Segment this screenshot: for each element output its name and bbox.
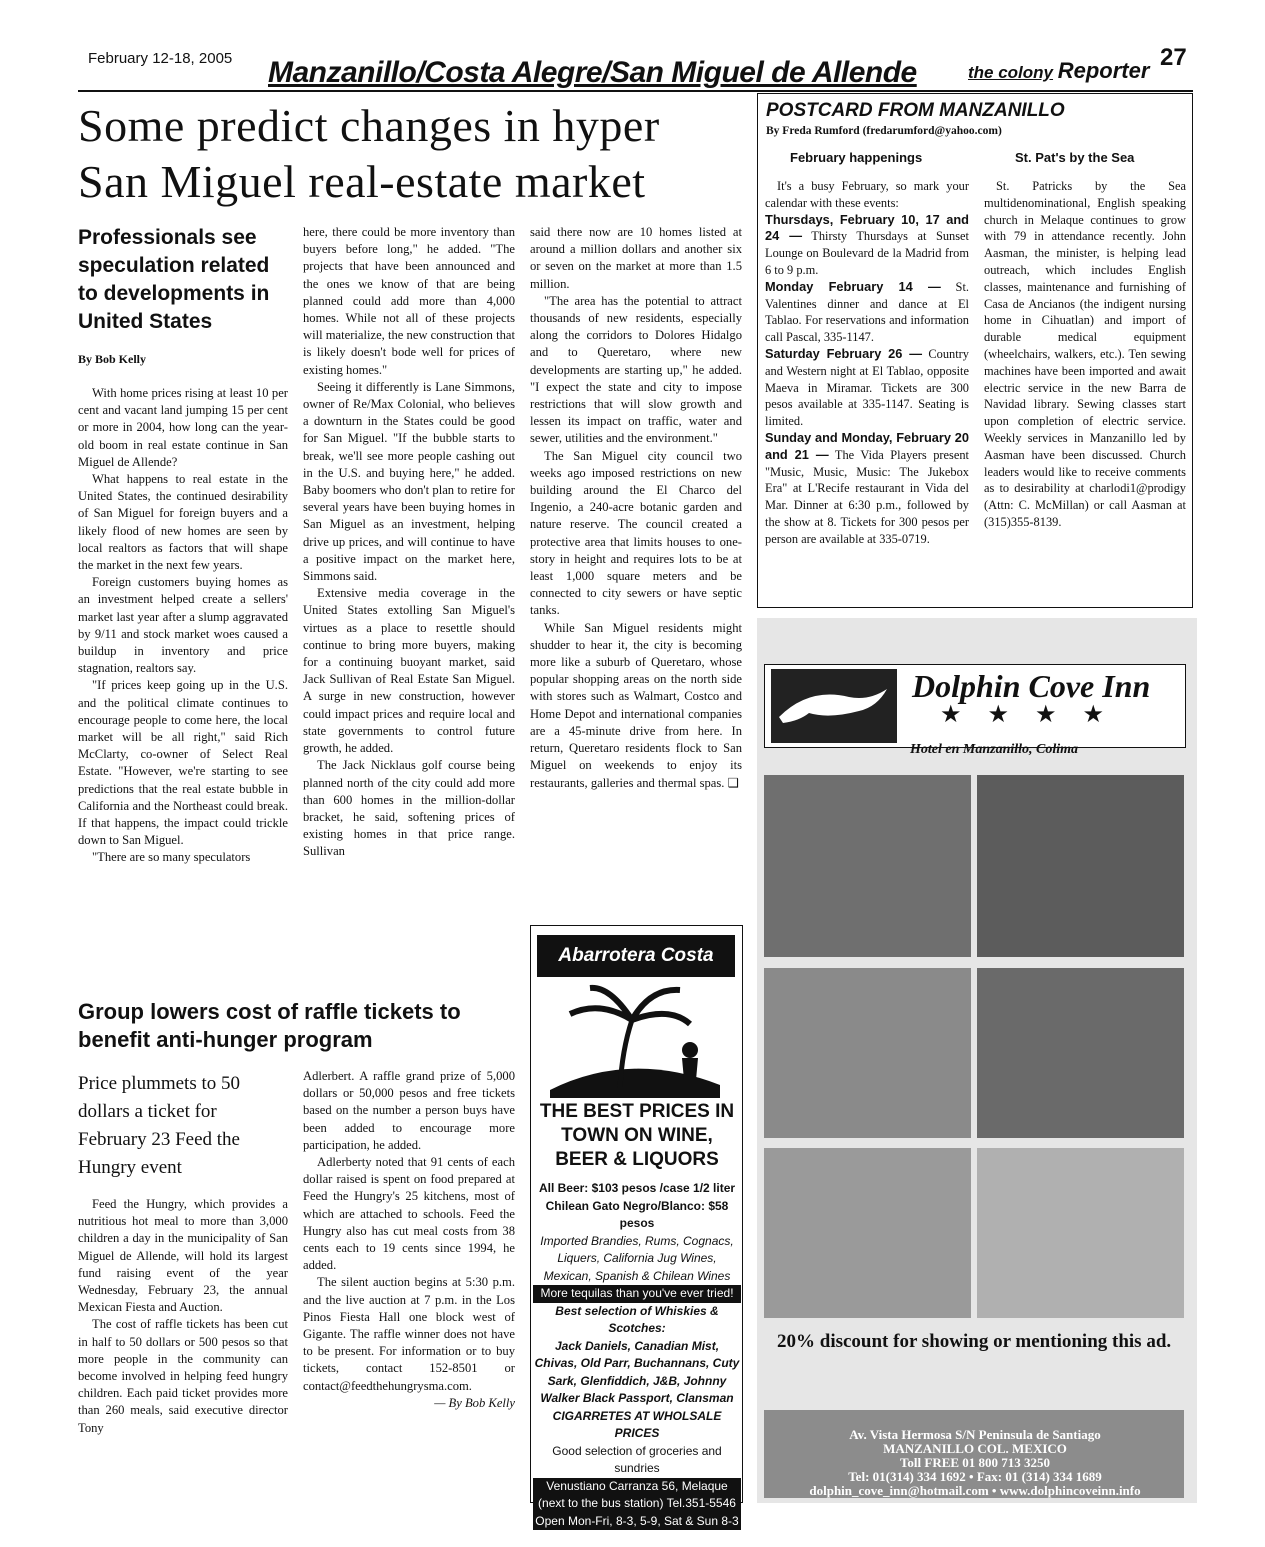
postcard-byline: By Freda Rumford (fredarumford@yahoo.com) xyxy=(766,125,1002,137)
article-column-3 xyxy=(530,224,742,792)
raffle-signature: — By Bob Kelly xyxy=(434,1395,515,1410)
event-what: St. Valentines dinner and dance at El Tablao. For reservations and information call Pascal, 335-1147. xyxy=(765,279,969,345)
postcard-church xyxy=(984,178,1186,531)
issue-date: February 12-18, 2005 xyxy=(88,50,233,67)
star-rating: ★★★★ xyxy=(940,702,1131,728)
paragraph: "There are so many speculators xyxy=(92,850,251,865)
raffle-headline: Group lowers cost of raffle tickets to benefit anti-hunger program xyxy=(78,999,461,1052)
paragraph: Feed the Hungry, which provides a nutritious hot meal to more than 3,000 children a day in the municipality of San Miguel de Allende, will hold its largest fund raising event of the year Wednesday, February 23, the annual Mexican Fiesta and Auction. xyxy=(78,1197,288,1315)
hotel-photo xyxy=(764,968,971,1138)
event-item xyxy=(765,212,969,279)
wine-price: Chilean Gato Negro/Blanco: $58 pesos xyxy=(545,1198,729,1230)
ad-headline: THE BEST PRICES IN TOWN ON WINE, BEER & LIQUORS xyxy=(539,1101,735,1170)
event-what: Thirsty Thursdays at Sunset Lounge on Boulevard de la Madrid from 6 to 9 p.m. xyxy=(765,229,969,277)
article-headline xyxy=(78,98,748,210)
event-item xyxy=(765,279,969,346)
paragraph: Seeing it differently is Lane Simmons, owner of Re/Max Colonial, who believes a downturn in the States could be good for San Miguel. "If the bubble starts to break, we'll see more people cashing out in the U.S. and buying here," he added. Baby boomers who don't plan to retire for several years have been buying homes in San Miguel as an investment, helping drive up prices, and will continue to have a positive impact on the market here, Simmons said. xyxy=(303,379,515,584)
paragraph: Foreign customers buying homes as an investment helped create a sellers' market last year after a slump aggravated by 9/11 and stock market woes caused a buildup in inventory and price stagnation, realtors say. xyxy=(78,575,288,676)
whisky-head: Best selection of Whiskies & Scotches: xyxy=(555,1303,719,1335)
paragraph: said there now are 10 homes listed at around a million dollars and another six or seven on the market at more than 1.5 million. xyxy=(530,225,742,291)
header-rule xyxy=(78,90,1193,92)
postcard-left-head: February happenings xyxy=(790,150,923,165)
hotel-photo xyxy=(977,968,1184,1138)
event-when: Thursdays, February 10, 17 and 24 — xyxy=(765,211,969,244)
event-what: Country and Western night at El Tablao, opposite Maeva in Miramar. Tickets are 300 pesos available at 335-1147. Seating is limited. xyxy=(765,346,969,429)
raffle-column-2 xyxy=(303,1068,515,1412)
store-name: Abarrotera Costa Alegre xyxy=(537,935,735,977)
address-line: Av. Vista Hermosa S/N Peninsula de Santiago xyxy=(849,1427,1101,1442)
paragraph: Adlerbert. A raffle grand prize of 5,000 dollars or 50,000 pesos and free tickets based on the number a person buys have been added to encourage more participation, he added. xyxy=(303,1069,515,1152)
whisky-list: Jack Daniels, Canadian Mist, Chivas, Old Parr, Buchannans, Cuty Sark, Glenfiddich, J&B, Johnny Walker Black Passport, Clansman xyxy=(534,1338,740,1405)
palm-tree-icon xyxy=(540,980,730,1098)
event-item xyxy=(765,430,969,548)
paragraph: What happens to real estate in the United States, the continued desirability of San Miguel for foreign buyers and a likely flood of new homes are seen by local realtors as factors that will shape the market in the next few years. xyxy=(78,472,288,573)
article-column-2 xyxy=(303,224,515,861)
article-deck: Professionals see speculation related to developments in United States xyxy=(78,226,270,333)
paragraph: The San Miguel city council two weeks ago imposed restrictions on new building around the El Charco del Ingenio, a 240-acre botanic garden and nature reserve. The council created a protective area that limits houses to one-story in height and requires lots to be at least 1,000 square meters and be connected to city sewers or have septic tanks. xyxy=(530,448,742,618)
headline-line-2: San Miguel real-estate market xyxy=(78,156,646,207)
headline-line-1: Some predict changes in hyper xyxy=(78,100,660,151)
paragraph: The cost of raffle tickets has been cut in half to 50 dollars or 500 pesos so that more people in the community can become involved in helping feed hungry children. Each paid ticket provides more than 260 meals, said executive director Tony xyxy=(78,1317,288,1435)
paragraph: Extensive media coverage in the United States extolling San Miguel's virtues as a place to resettle should continue to bring more buyers, making for a continuing buoyant market, said Jack Sullivan of Real Estate San Miguel. A surge in new construction, however could impact prices and require local and state governments to control future growth, he added. xyxy=(303,586,515,756)
hotel-name: Dolphin Cove Inn xyxy=(912,668,1151,704)
phone-line: Tel: 01(314) 334 1692 • Fax: 01 (314) 334 1689 xyxy=(848,1469,1102,1484)
postcard-events xyxy=(765,178,969,548)
logo-small: the colony xyxy=(968,63,1054,82)
section-title: Manzanillo/Costa Alegre/San Miguel de Allende xyxy=(268,56,917,89)
article-column-1 xyxy=(78,385,288,867)
groceries-line: Good selection of groceries and sundries xyxy=(552,1443,722,1475)
postcard-right-head: St. Pat's by the Sea xyxy=(1015,150,1135,165)
paragraph: here, there could be more inventory than buyers before long," he added. "The projects that have been announced and the ones we know of that are being planned could add more than 4,000 homes. While not all of these projects will materialize, the new construction that is likely doesn't bode well for prices of existing homes." xyxy=(303,225,515,377)
postcard-intro: It's a busy February, so mark your calendar with these events: xyxy=(765,179,969,210)
web-line: dolphin_cove_inn@hotmail.com • www.dolphincoveinn.info xyxy=(809,1483,1141,1498)
paragraph: "The area has the potential to attract thousands of new residents, especially along the corridors to Dolores Hidalgo and to Queretaro, where new developments are starting up," he added. "I expect the state and city to impose restrictions that will slow growth and lessen its impact on traffic, water and sewer, utilities and the environment." xyxy=(530,293,742,446)
tequila-banner: More tequilas than you've ever tried! xyxy=(533,1285,741,1303)
raffle-column-1 xyxy=(78,1196,288,1437)
event-item xyxy=(765,346,969,430)
event-when: Sunday and Monday, February 20 and 21 — xyxy=(765,429,969,462)
paragraph: The Jack Nicklaus golf course being planned north of the city could add more than 600 homes in the million-dollar bracket, he said, softening prices of existing homes in that price range. Sullivan xyxy=(303,758,515,859)
hotel-photo xyxy=(977,1148,1184,1318)
event-when: Saturday February 26 — xyxy=(765,345,923,361)
paragraph: St. Patricks by the Sea multidenominational, English speaking church in Melaque continues to grow with 79 in attendance recently. John Aasman, the minister, is helping lead outreach, which includes English classes, maintenance and furnishing of Casa de Ancianos (the indigent nursing home in Cihuatlan) and import of durable medical equipment (wheelchairs, walkers, etc.). Ten sewing machines have been imported and await electric service in the new Barra de Navidad library. Sewing classes start upon completion of electric service. Weekly services in Manzanillo led by Aasman have been discussed. Church leaders would like to receive comments as to desirability at charlodi1@prodigy (Attn: C. McMillan) or call Aasman at (315)355-8139. xyxy=(984,179,1186,529)
hotel-photo xyxy=(764,1148,971,1318)
beer-price: All Beer: $103 pesos /case 1/2 liter xyxy=(538,1181,736,1195)
paragraph: "If prices keep going up in the U.S. and the political climate continues to encourage people to come here, the local market will be all right," said Rich McClarty, co-owner of Select Real Estate. "However, we're starting to see predictions that the real estate bubble in California and the Northeast could break. If that happens, the impact could trickle down to San Miguel. xyxy=(78,678,288,848)
postcard-title: POSTCARD FROM MANZANILLO xyxy=(766,100,1065,121)
event-what: The Vida Players present "Music, Music, Music: The Jukebox Era" at L'Recife restaurant in Vida del Mar. Dinner at 6:30 p.m., followed by the show at 8. Tickets for 300 pesos per person are available at 335-0719. xyxy=(765,447,969,546)
paragraph: The silent auction begins at 5:30 p.m. and the live auction at 7 p.m. in the Los Pinos Fiesta Hall one block west of Gigante. The raffle winner does not have to be present. For information or to buy tickets, contact 152-8501 or contact@feedthehungrysma.com. xyxy=(303,1275,515,1393)
paragraph: While San Miguel residents might shudder to hear it, the city is becoming more like a suburb of Queretaro, whose popular shopping areas on the north side with stores such as Walmart, Costco and Home Depot and international companies are a 45-minute drive from here. In return, Queretaro residents flock to San Miguel on weekends to enjoy its restaurants, galleries and thermal spas. ❑ xyxy=(530,620,742,790)
discount-offer: 20% discount for showing or mentioning this ad. xyxy=(777,1331,1172,1352)
address-line: MANZANILLO COL. MEXICO xyxy=(883,1441,1067,1456)
ad-body xyxy=(533,1180,741,1530)
hotel-photo xyxy=(764,775,971,957)
paragraph: Adlerberty noted that 91 cents of each dollar raised is spent on food prepared at Feed the Hungry's 25 kitchens, most of which are attached to schools. Feed the Hungry also has cut meal costs from 38 cents each to 19 cents since 1994, he added. xyxy=(303,1155,515,1273)
article-byline: By Bob Kelly xyxy=(78,352,147,366)
paragraph: With home prices rising at least 10 per cent and vacant land jumping 15 per cent or more in 2004, how long can the year-old boom in real estate continue in San Miguel de Allende? xyxy=(78,386,288,469)
phone-line: Toll FREE 01 800 713 3250 xyxy=(899,1455,1051,1470)
event-when: Monday February 14 — xyxy=(765,278,941,294)
hotel-photo xyxy=(977,775,1184,957)
hotel-contact xyxy=(790,1428,1160,1498)
raffle-deck: Price plummets to 50 dollars a ticket for February 23 Feed the Hungry event xyxy=(78,1073,241,1178)
newspaper-logo xyxy=(968,58,1149,84)
logo-large: Reporter xyxy=(1057,58,1150,83)
cigarettes-line: CIGARRETES AT WHOLSALE PRICES xyxy=(552,1408,722,1440)
page-number: 27 xyxy=(1160,44,1187,71)
imported-list: Imported Brandies, Rums, Cognacs, Liquers, California Jug Wines, Mexican, Spanish & Chilean Wines xyxy=(540,1233,734,1283)
dolphin-icon xyxy=(769,667,899,745)
store-address: Venustiano Carranza 56, Melaque (next to the bus station) Tel.351-5546 Open Mon-Fri, 8-3, 5-9, Sat & Sun 8-3 xyxy=(533,1478,741,1531)
hotel-subtitle: Hotel en Manzanillo, Colima xyxy=(910,742,1079,757)
